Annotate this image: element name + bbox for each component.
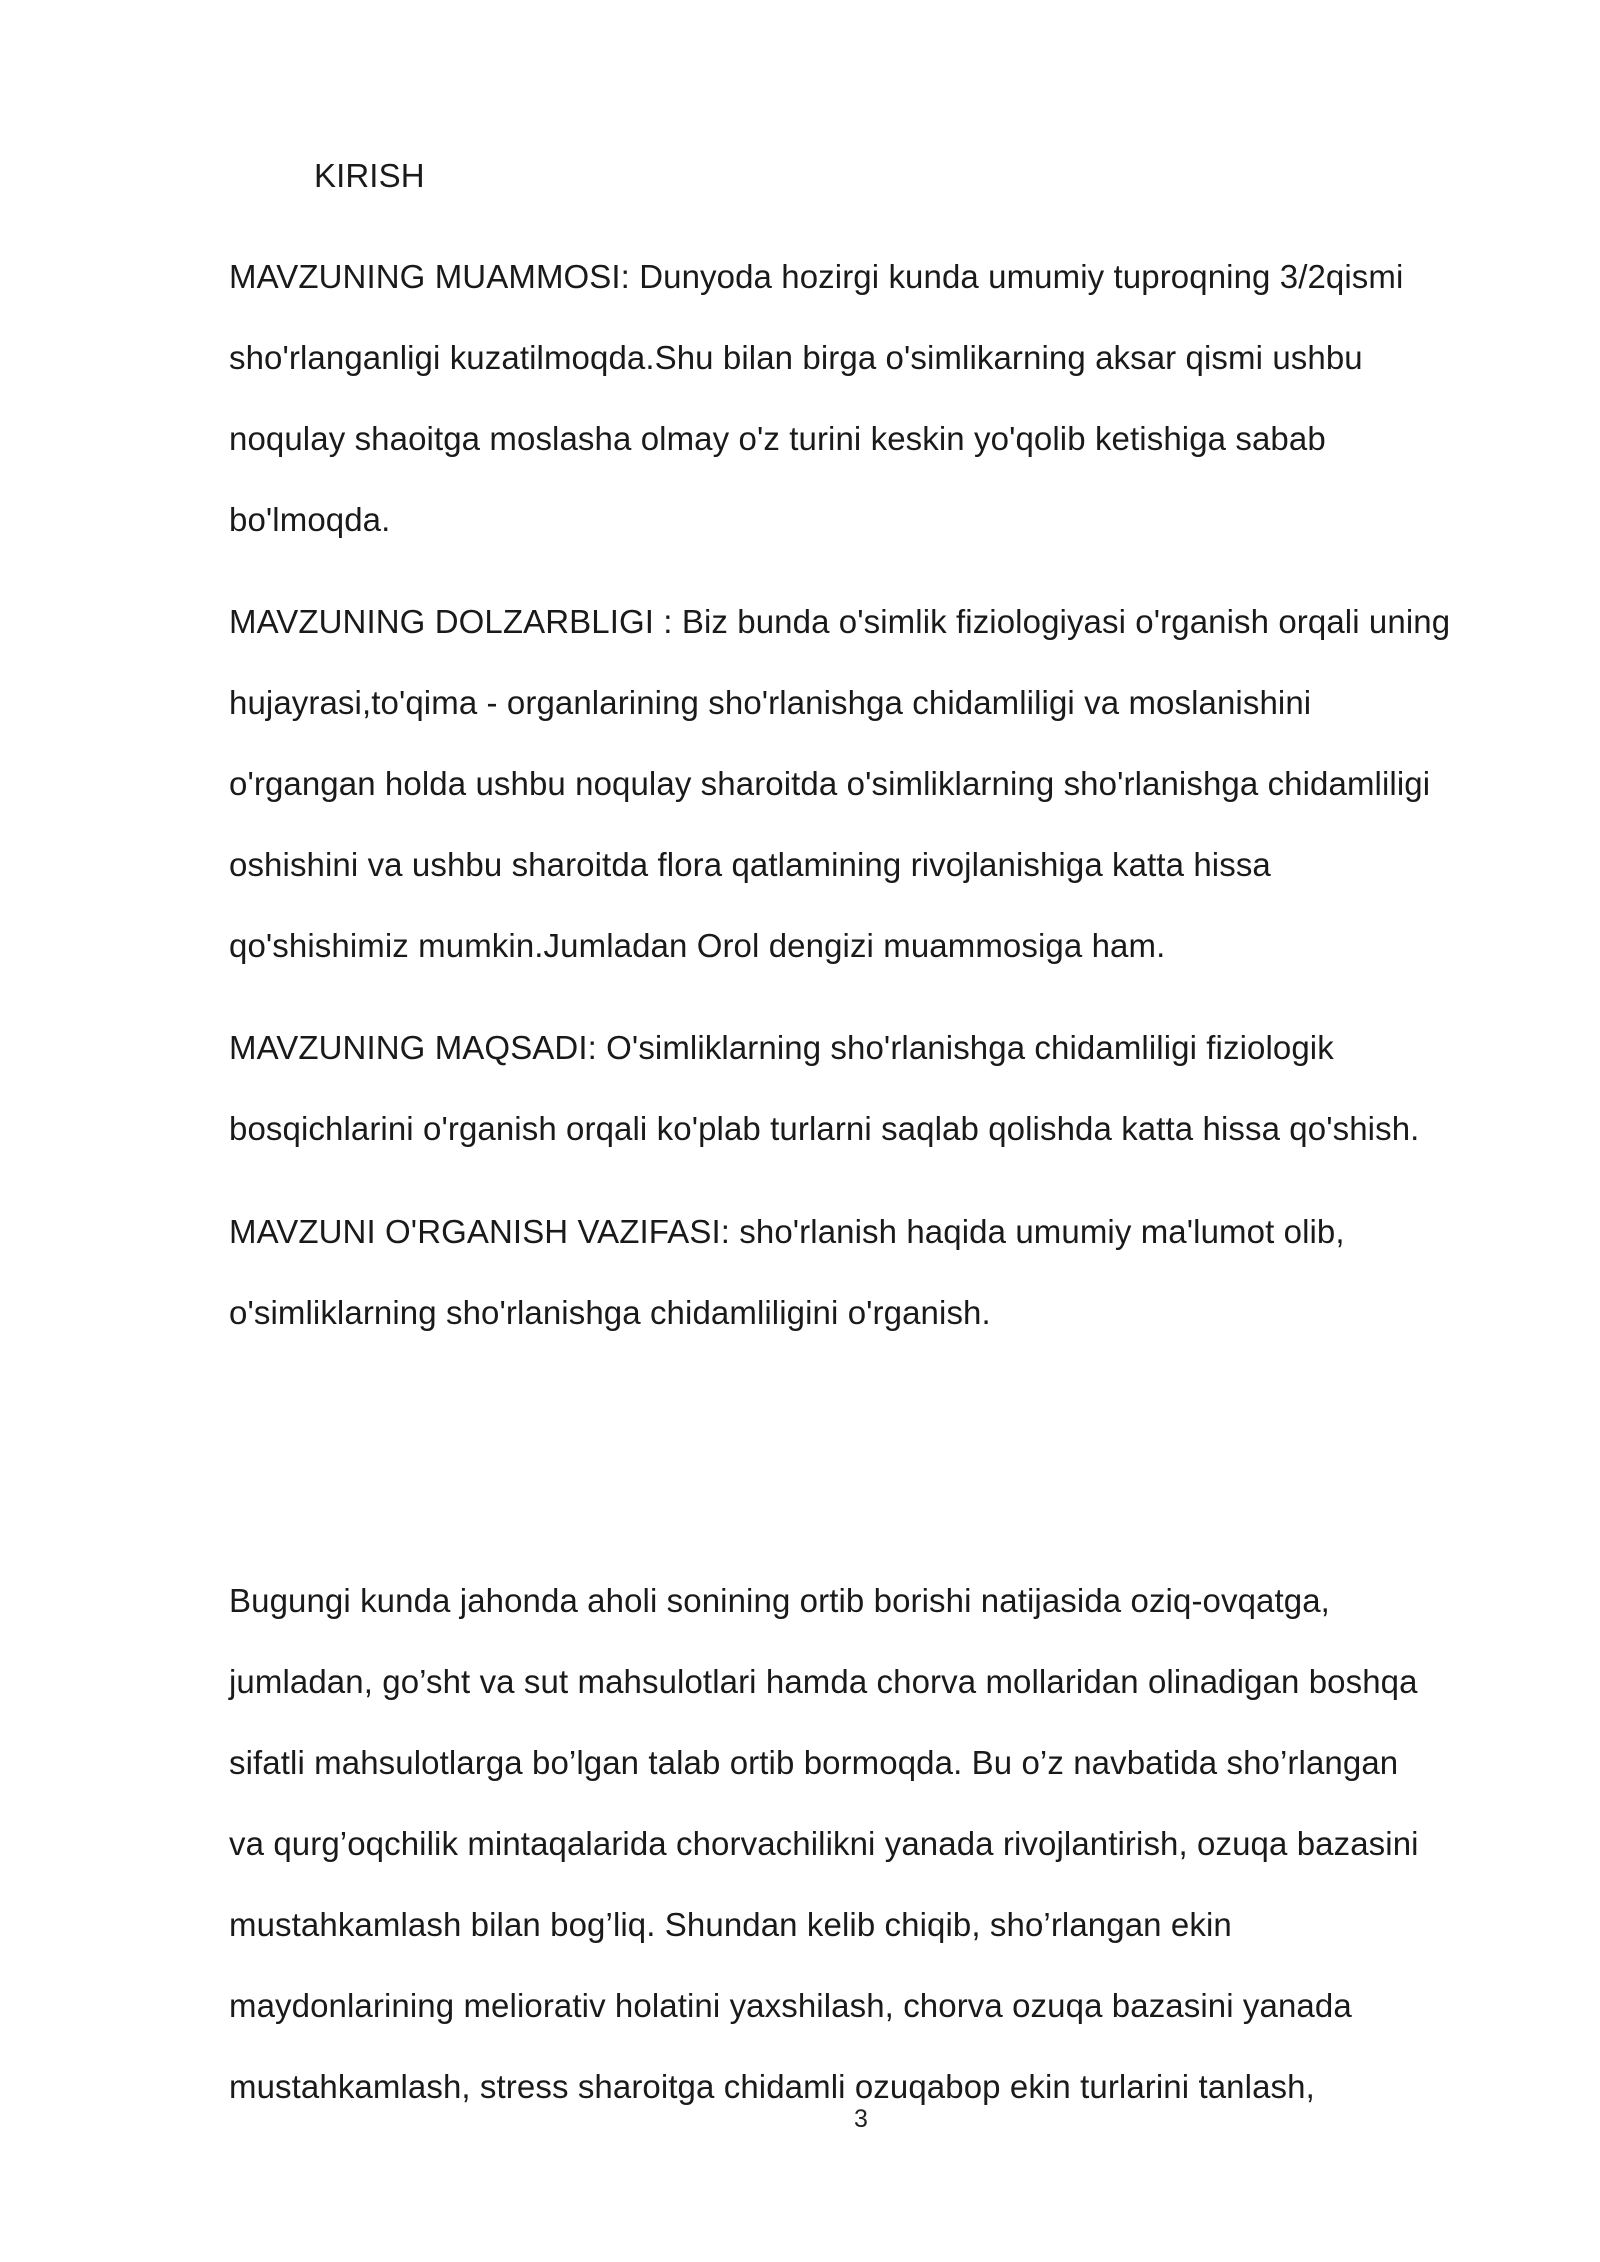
text-line: mustahkamlash bilan bog’liq. Shundan kelib chiqib, sho’rlangan ekin [229, 1906, 1232, 1943]
section-heading: KIRISH [314, 157, 425, 194]
text-line: o'rgangan holda ushbu noqulay sharoitda o'simliklarning sho'rlanishga chidamliligi [229, 765, 1431, 802]
text-line: va qurg’oqchilik mintaqalarida chorvachilikni yanada rivojlantirish, ozuqa bazasini [229, 1825, 1419, 1862]
text-line: noqulay shaoitga moslasha olmay o'z turini keskin yo'qolib ketishiga sabab [229, 420, 1326, 457]
text-line: maydonlarining meliorativ holatini yaxshilash, chorva ozuqa bazasini yanada [229, 1987, 1352, 2024]
text-line: MAVZUNI O'RGANISH VAZIFASI: sho'rlanish haqida umumiy ma'lumot olib, [229, 1213, 1345, 1250]
text-line: MAVZUNING MUAMMOSI: Dunyoda hozirgi kunda umumiy tuproqning 3/2qismi [229, 258, 1404, 295]
text-line: qo'shishimiz mumkin.Jumladan Orol dengizi muammosiga ham. [229, 927, 1166, 964]
text-line: o'simliklarning sho'rlanishga chidamliligini o'rganish. [229, 1294, 991, 1331]
text-line: MAVZUNING MAQSADI: O'simliklarning sho'rlanishga chidamliligi fiziologik [229, 1029, 1334, 1066]
text-line: bo'lmoqda. [229, 501, 391, 538]
text-line: MAVZUNING DOLZARBLIGI : Biz bunda o'simlik fiziologiyasi o'rganish orqali uning [229, 603, 1451, 640]
text-line: Bugungi kunda jahonda aholi sonining ortib borishi natijasida oziq-ovqatga, [229, 1582, 1330, 1619]
text-line: hujayrasi,to'qima - organlarining sho'rlanishga chidamliligi va moslanishini [229, 684, 1312, 721]
text-line: bosqichlarini o'rganish orqali ko'plab turlarni saqlab qolishda katta hissa qo'shish. [229, 1110, 1420, 1147]
text-line: mustahkamlash, stress sharoitga chidamli ozuqabop ekin turlarini tanlash, [229, 2068, 1315, 2105]
text-line: sifatli mahsulotlarga bo’lgan talab ortib bormoqda. Bu o’z navbatida sho’rlangan [229, 1744, 1399, 1781]
text-line: oshishini va ushbu sharoitda flora qatlamining rivojlanishiga katta hissa [229, 846, 1271, 883]
text-line: jumladan, go’sht va sut mahsulotlari hamda chorva mollaridan olinadigan boshqa [229, 1663, 1418, 1700]
text-line: sho'rlanganligi kuzatilmoqda.Shu bilan birga o'simlikarning aksar qismi ushbu [229, 339, 1363, 376]
page-number: 3 [854, 2105, 868, 2133]
